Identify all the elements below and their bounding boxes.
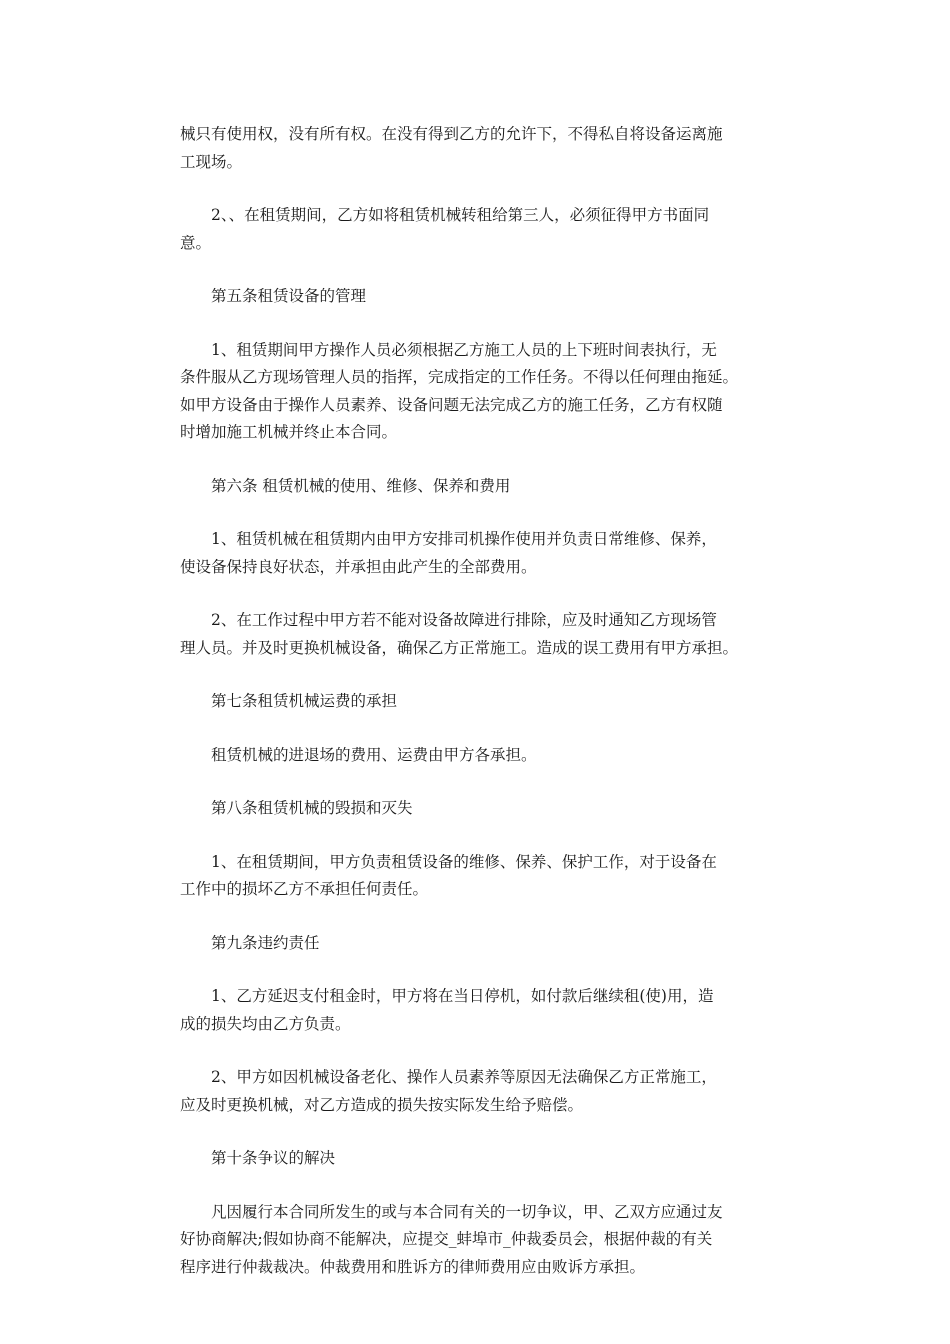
- text-line: 第十条争议的解决: [211, 1149, 336, 1167]
- text-line: 意。: [180, 233, 212, 252]
- section-heading: [180, 283, 776, 311]
- paragraph: [180, 983, 776, 1038]
- text-line: 2、在工作过程中甲方若不能对设备故障进行排除，应及时通知乙方现场管: [211, 611, 717, 629]
- text-line: 条件服从乙方现场管理人员的指挥，完成指定的工作任务。不得以任何理由拖延。: [180, 368, 739, 386]
- text-line: 成的损失均由乙方负责。: [180, 1014, 351, 1033]
- text-line: 第六条 租赁机械的使用、维修、保养和费用: [211, 476, 511, 495]
- text-line: 2、、在租赁期间，乙方如将租赁机械转租给第三人，必须征得甲方书面同: [211, 206, 710, 224]
- text-line: 第五条租赁设备的管理: [211, 287, 367, 305]
- text-line: 1、乙方延迟支付租金时，甲方将在当日停机，如付款后继续租(使)用，造: [211, 987, 714, 1005]
- text-line: 理人员。并及时更换机械设备，确保乙方正常施工。造成的误工费用有甲方承担。: [180, 638, 739, 657]
- text-line: 械只有使用权，没有所有权。在没有得到乙方的允许下，不得私自将设备运离施: [180, 125, 723, 143]
- paragraph: [180, 202, 776, 257]
- text-line: 第八条租赁机械的毁损和灭失: [211, 799, 413, 817]
- section-heading: [180, 1145, 776, 1173]
- text-line: 工现场。: [180, 152, 243, 171]
- paragraph: [180, 742, 776, 770]
- text-line: 使设备保持良好状态，并承担由此产生的全部费用。: [180, 557, 537, 576]
- text-line: 凡因履行本合同所发生的或与本合同有关的一切争议，甲、乙双方应通过友: [211, 1202, 723, 1221]
- section-heading: [180, 930, 776, 958]
- paragraph: [180, 337, 776, 447]
- paragraph: [180, 849, 776, 904]
- text-line: 租赁机械的进退场的费用、运费由甲方各承担。: [211, 745, 537, 764]
- text-line: 程序进行仲裁裁决。仲裁费用和胜诉方的律师费用应由败诉方承担。: [180, 1257, 646, 1276]
- paragraph: [180, 607, 776, 662]
- paragraph: [180, 1064, 776, 1119]
- text-line: 时增加施工机械并终止本合同。: [180, 423, 398, 441]
- paragraph: [180, 1199, 776, 1282]
- text-line: 应及时更换机械，对乙方造成的损失按实际发生给予赔偿。: [180, 1095, 584, 1114]
- section-heading: [180, 688, 776, 716]
- text-line: 好协商解决;假如协商不能解决，应提交_蚌埠市_仲裁委员会，根据仲裁的有关: [180, 1230, 713, 1248]
- text-line: 如甲方设备由于操作人员素养、设备问题无法完成乙方的施工任务，乙方有权随: [180, 395, 723, 414]
- text-line: 工作中的损坏乙方不承担任何责任。: [180, 880, 429, 898]
- text-line: 1、租赁期间甲方操作人员必须根据乙方施工人员的上下班时间表执行，无: [211, 340, 717, 359]
- text-line: 第九条违约责任: [211, 933, 320, 952]
- section-heading: [180, 473, 776, 501]
- text-line: 2、甲方如因机械设备老化、操作人员素养等原因无法确保乙方正常施工，: [211, 1068, 717, 1086]
- document-page: [180, 121, 776, 1307]
- section-heading: [180, 795, 776, 823]
- text-line: 1、在租赁期间，甲方负责租赁设备的维修、保养、保护工作，对于设备在: [211, 852, 717, 871]
- text-line: 1、租赁机械在租赁期内由甲方安排司机操作使用并负责日常维修、保养，: [211, 530, 717, 548]
- paragraph: [180, 121, 776, 176]
- paragraph: [180, 526, 776, 581]
- text-line: 第七条租赁机械运费的承担: [211, 692, 398, 710]
